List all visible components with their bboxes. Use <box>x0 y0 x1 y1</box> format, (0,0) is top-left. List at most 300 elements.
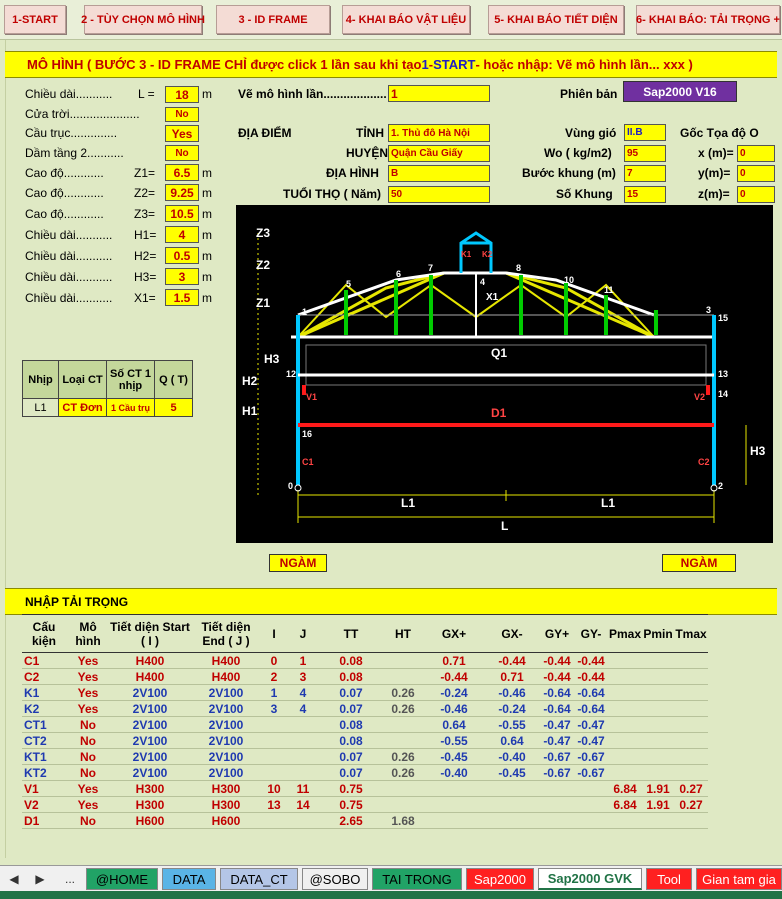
load-cell <box>262 733 286 749</box>
load-row <box>22 813 708 829</box>
crane-select[interactable]: Yes <box>165 125 199 142</box>
wind-pressure-label: Wo ( kg/m2) <box>544 146 612 160</box>
terrain-select[interactable]: B <box>388 165 490 182</box>
load-cell: 2V100 <box>110 717 190 733</box>
tab-more-icon[interactable]: ... <box>64 872 75 886</box>
length-L-input[interactable]: 18 <box>165 86 199 103</box>
load-cell: H400 <box>190 669 262 685</box>
origin-x-label: x (m)= <box>698 146 734 160</box>
load-row <box>22 781 708 797</box>
load-cell: H400 <box>110 669 190 685</box>
span-table <box>22 360 193 417</box>
model-banner <box>5 51 777 78</box>
param-unit: m <box>202 249 212 263</box>
load-row <box>22 653 708 669</box>
load-cell <box>674 685 708 701</box>
load-cell: 1 <box>262 685 286 701</box>
load-cell: 0.26 <box>382 701 424 717</box>
load-cell: 0.71 <box>484 669 540 685</box>
diagram-label: 12 <box>286 369 297 379</box>
param-symbol: L = <box>138 87 155 101</box>
diagram-label: L <box>501 519 509 533</box>
load-cell: 3 <box>262 701 286 717</box>
load-cell <box>642 749 674 765</box>
diagram-label: 8 <box>516 263 522 273</box>
load-cell: -0.67 <box>540 765 574 781</box>
load-cell: 3 <box>286 669 320 685</box>
diagram-label: 11 <box>604 285 614 295</box>
load-cell: 2V100 <box>110 765 190 781</box>
param-unit: m <box>202 291 212 305</box>
diagram-label: 16 <box>302 429 313 439</box>
load-row <box>22 701 708 717</box>
origin-label: Gốc Tọa độ O <box>680 126 759 140</box>
load-cell <box>642 701 674 717</box>
load-cell: -0.67 <box>540 749 574 765</box>
load-cell <box>286 733 320 749</box>
load-cell: 0.27 <box>674 797 708 813</box>
load-cell: 2V100 <box>190 749 262 765</box>
frame-step-input[interactable]: 7 <box>624 165 666 182</box>
load-cell <box>608 765 642 781</box>
load-cell <box>484 797 540 813</box>
col-gx-minus: GX- <box>484 615 540 653</box>
load-cell: -0.44 <box>540 669 574 685</box>
right-support-label: NGÀM <box>662 554 736 572</box>
load-cell: 6.84 <box>608 797 642 813</box>
load-cell[interactable]: Yes <box>66 685 110 701</box>
left-support-label: NGÀM <box>269 554 327 572</box>
diagram-label: 10 <box>564 275 575 285</box>
load-cell: -0.45 <box>424 749 484 765</box>
load-cell <box>674 669 708 685</box>
load-cell: H300 <box>190 797 262 813</box>
load-cell <box>382 781 424 797</box>
load-row <box>22 669 708 685</box>
load-cell: 0.08 <box>320 717 382 733</box>
col-ht: HT <box>382 615 424 653</box>
load-cell <box>674 765 708 781</box>
col-gy-plus: GY+ <box>540 615 574 653</box>
load-cell: 0.75 <box>320 781 382 797</box>
load-cell: -0.24 <box>424 685 484 701</box>
load-row <box>22 733 708 749</box>
load-cell: C1 <box>22 653 66 669</box>
load-cell: CT1 <box>22 717 66 733</box>
tab-home[interactable]: @HOME <box>86 868 158 890</box>
material-button[interactable]: 4- KHAI BÁO VẬT LIỆU <box>342 5 470 34</box>
load-cell: 0.64 <box>424 717 484 733</box>
span-cell-count[interactable]: 1 Cầu trụ <box>107 399 155 417</box>
length-H1-input[interactable]: 4 <box>165 226 199 243</box>
load-cell <box>608 813 642 829</box>
load-cell <box>424 813 484 829</box>
col-pmin: Pmin <box>642 615 674 653</box>
span-header-nhip: Nhịp <box>23 361 59 399</box>
param-label: Chiều dài........... <box>25 87 113 101</box>
col-gy-minus: GY- <box>574 615 608 653</box>
load-cell: 4 <box>286 701 320 717</box>
load-cell <box>642 685 674 701</box>
load-cell <box>674 701 708 717</box>
load-cell <box>540 781 574 797</box>
load-cell <box>382 733 424 749</box>
load-cell: -0.46 <box>484 685 540 701</box>
load-cell: 0.64 <box>484 733 540 749</box>
load-cell <box>642 813 674 829</box>
elevation-Z2-input[interactable]: 9.25 <box>165 184 199 201</box>
tab-scroll-left-icon[interactable]: ◀ <box>9 872 19 886</box>
province-label: TỈNH <box>356 126 384 140</box>
load-cell[interactable]: Yes <box>66 669 110 685</box>
elevation-Z3-input[interactable]: 10.5 <box>165 205 199 222</box>
load-cell <box>382 717 424 733</box>
param-unit: m <box>202 87 212 101</box>
load-cell: 0.26 <box>382 765 424 781</box>
diagram-label: 1 <box>302 307 308 317</box>
origin-x-input[interactable]: 0 <box>737 145 775 162</box>
load-cell: 0.07 <box>320 765 382 781</box>
tab-sap2000-gvk[interactable]: Sap2000 GVK <box>538 868 642 890</box>
diagram-label: L1 <box>601 496 616 510</box>
param-symbol: X1= <box>134 291 156 305</box>
load-cell <box>540 813 574 829</box>
tab-sobo[interactable]: @SOBO <box>302 868 368 890</box>
load-cell: -0.44 <box>574 653 608 669</box>
wind-pressure-value: 95 <box>624 145 666 162</box>
param-symbol: H2= <box>134 249 157 263</box>
load-cell <box>642 733 674 749</box>
diagram-label: 14 <box>718 389 729 399</box>
load-cell: 4 <box>286 685 320 701</box>
loads-table <box>22 614 708 829</box>
skylight-select[interactable]: No <box>165 107 199 122</box>
district-select[interactable]: Quận Cầu Giấy <box>388 145 490 162</box>
load-cell <box>382 653 424 669</box>
origin-z-input[interactable]: 0 <box>737 186 775 203</box>
load-row <box>22 749 708 765</box>
load-cell <box>642 717 674 733</box>
diagram-label: 15 <box>718 313 729 323</box>
load-cell[interactable]: No <box>66 749 110 765</box>
draw-count-label: Vẽ mô hình lần................... <box>238 87 387 101</box>
col-section-end: Tiết diện End ( J ) <box>190 615 262 653</box>
load-cell: K1 <box>22 685 66 701</box>
tab-sap2000[interactable]: Sap2000 <box>466 868 534 890</box>
load-cell: -0.47 <box>574 717 608 733</box>
load-cell <box>262 717 286 733</box>
district-label: HUYỆN <box>346 146 389 160</box>
diagram-label: 2 <box>718 481 724 491</box>
load-cell <box>484 813 540 829</box>
load-cell <box>382 669 424 685</box>
load-cell: 0.26 <box>382 685 424 701</box>
diagram-label: K2 <box>482 250 493 259</box>
load-cell: 1.68 <box>382 813 424 829</box>
load-cell[interactable]: No <box>66 765 110 781</box>
load-cell <box>674 653 708 669</box>
diagram-label: H2 <box>242 374 258 388</box>
load-cell: -0.44 <box>574 669 608 685</box>
span-cell-type[interactable]: CT Đơn <box>59 399 107 417</box>
diagram-label: Z1 <box>256 296 271 310</box>
diagram-label: L1 <box>401 496 416 510</box>
load-cell <box>262 813 286 829</box>
tab-data[interactable]: DATA <box>162 868 216 890</box>
frame-count-input[interactable]: 15 <box>624 186 666 203</box>
span-cell-q[interactable]: 5 <box>155 399 193 417</box>
origin-y-label: y(m)= <box>698 166 731 180</box>
col-tt: TT <box>320 615 382 653</box>
load-cell: 1 <box>286 653 320 669</box>
diagram-label: X1 <box>486 292 499 303</box>
load-cell: -0.64 <box>574 685 608 701</box>
param-symbol: H1= <box>134 228 157 242</box>
load-cell: 0.08 <box>320 669 382 685</box>
load-cell: 2V100 <box>110 749 190 765</box>
diagram-label: D1 <box>491 406 507 420</box>
load-cell <box>642 669 674 685</box>
param-label: Chiều dài........... <box>25 228 113 242</box>
load-cell: H600 <box>190 813 262 829</box>
load-cell: -0.55 <box>484 717 540 733</box>
load-cell: 2V100 <box>190 701 262 717</box>
service-life-input[interactable]: 50 <box>388 186 490 203</box>
load-cell[interactable]: No <box>66 813 110 829</box>
col-section-start: Tiết diện Start ( I ) <box>110 615 190 653</box>
load-cell <box>608 701 642 717</box>
wind-zone-value: II.B <box>624 124 666 141</box>
col-tmax: Tmax <box>674 615 708 653</box>
service-life-label: TUỔI THỌ ( Năm) <box>283 187 381 201</box>
banner-text-end: - hoặc nhập: Vẽ mô hình lần... xxx ) <box>475 57 693 72</box>
load-cell: -0.64 <box>540 685 574 701</box>
tab-data-ct[interactable]: DATA_CT <box>220 868 298 890</box>
load-cell: 2V100 <box>110 733 190 749</box>
load-cell: 14 <box>286 797 320 813</box>
load-cell <box>484 781 540 797</box>
load-cell[interactable]: No <box>66 717 110 733</box>
load-cell: 0.27 <box>674 781 708 797</box>
span-cell-nhip: L1 <box>23 399 59 417</box>
load-cell: 2.65 <box>320 813 382 829</box>
load-cell[interactable]: No <box>66 733 110 749</box>
diagram-label: Z3 <box>256 226 271 240</box>
load-cell: CT2 <box>22 733 66 749</box>
param-symbol: Z3= <box>134 207 156 221</box>
load-cell: V1 <box>22 781 66 797</box>
diagram-label: 4 <box>480 277 486 287</box>
tab-tool[interactable]: Tool <box>646 868 692 890</box>
banner-text-num: 1 <box>421 57 429 72</box>
load-cell: V2 <box>22 797 66 813</box>
param-unit: m <box>202 186 212 200</box>
col-i: I <box>262 615 286 653</box>
status-bar <box>0 891 782 899</box>
diagram-label: V1 <box>306 392 318 402</box>
origin-y-input[interactable]: 0 <box>737 165 775 182</box>
col-j: J <box>286 615 320 653</box>
diagram-label: 13 <box>718 369 729 379</box>
ribbon-toolbar <box>0 0 782 40</box>
loads-title: NHẬP TẢI TRỌNG <box>25 594 129 609</box>
diagram-label: 0 <box>288 481 294 491</box>
load-cell: 2V100 <box>190 765 262 781</box>
load-cell <box>574 813 608 829</box>
load-row <box>22 685 708 701</box>
param-label: Cửa trời..................... <box>25 107 140 121</box>
banner-text-sep: - <box>428 57 434 72</box>
load-cell <box>608 749 642 765</box>
load-cell[interactable]: Yes <box>66 781 110 797</box>
length-H2-input[interactable]: 0.5 <box>165 247 199 264</box>
load-cell: -0.40 <box>424 765 484 781</box>
load-cell <box>608 653 642 669</box>
span-header-count: Số CT 1 nhịp <box>107 361 155 399</box>
param-symbol: Z2= <box>134 186 156 200</box>
province-select[interactable]: 1. Thủ đô Hà Nội <box>388 124 490 142</box>
terrain-label: ĐỊA HÌNH <box>326 166 379 180</box>
load-cell <box>382 797 424 813</box>
load-cell <box>540 797 574 813</box>
diagram-label: C2 <box>698 457 710 467</box>
diagram-label: V2 <box>694 392 706 402</box>
diagram-label: 5 <box>346 279 352 289</box>
frame-step-label: Bước khung (m) <box>522 166 616 180</box>
param-label: Cao độ............ <box>25 166 104 180</box>
diagram-label: 3 <box>706 305 712 315</box>
length-H3-input[interactable]: 3 <box>165 268 199 285</box>
frame-diagram-svg <box>236 205 773 543</box>
diagram-label: H1 <box>242 404 258 418</box>
banner-text-start: START <box>433 57 476 72</box>
tab-gian-tam-giac[interactable]: Gian tam gia <box>696 868 782 890</box>
load-button[interactable]: 6- KHAI BÁO: TẢI TRỌNG + <box>636 5 780 34</box>
model-options-button[interactable]: 2 - TÙY CHỌN MÔ HÌNH <box>84 5 202 34</box>
param-label: Cầu trục.............. <box>25 126 118 140</box>
load-row <box>22 717 708 733</box>
frame-count-label: Số Khung <box>556 187 613 201</box>
load-cell: 6.84 <box>608 781 642 797</box>
load-cell <box>262 749 286 765</box>
elevation-Z1-input[interactable]: 6.5 <box>165 164 199 181</box>
load-cell <box>642 653 674 669</box>
load-cell: C2 <box>22 669 66 685</box>
load-cell: -0.44 <box>484 653 540 669</box>
section-button[interactable]: 5- KHAI BÁO TIẾT DIỆN <box>488 5 624 34</box>
location-label: ĐỊA ĐIỂM <box>238 126 292 140</box>
load-cell: -0.67 <box>574 765 608 781</box>
load-cell: -0.47 <box>540 717 574 733</box>
param-unit: m <box>202 166 212 180</box>
load-cell: -0.40 <box>484 749 540 765</box>
load-cell: H600 <box>110 813 190 829</box>
load-cell: 0.07 <box>320 749 382 765</box>
span-header-type: Loại CT <box>59 361 107 399</box>
load-cell: 2V100 <box>110 685 190 701</box>
draw-count-input[interactable]: 1 <box>388 85 490 102</box>
load-cell: 2 <box>262 669 286 685</box>
load-cell: 2V100 <box>190 717 262 733</box>
load-cell <box>608 733 642 749</box>
frame-diagram <box>236 205 773 543</box>
diagram-label: H3 <box>750 444 766 458</box>
col-gx-plus: GX+ <box>424 615 484 653</box>
param-label: Chiều dài........... <box>25 291 113 305</box>
param-label: Cao độ............ <box>25 186 104 200</box>
load-cell: 0 <box>262 653 286 669</box>
load-cell: 0.07 <box>320 685 382 701</box>
load-cell: -0.46 <box>424 701 484 717</box>
id-frame-button[interactable]: 3 - ID FRAME <box>216 5 330 34</box>
origin-z-label: z(m)= <box>698 187 730 201</box>
load-cell <box>674 717 708 733</box>
loads-banner <box>5 588 777 615</box>
load-cell <box>574 781 608 797</box>
offset-X1-input[interactable]: 1.5 <box>165 289 199 306</box>
loads-header-row <box>22 615 708 653</box>
load-cell[interactable]: Yes <box>66 653 110 669</box>
diagram-label: Q1 <box>491 346 508 360</box>
param-label: Dầm tầng 2........... <box>25 146 124 160</box>
load-cell: H300 <box>110 797 190 813</box>
load-cell <box>674 733 708 749</box>
load-cell: -0.44 <box>540 653 574 669</box>
version-select[interactable]: Sap2000 V16 <box>623 81 737 102</box>
load-cell: 2V100 <box>190 733 262 749</box>
load-cell: K2 <box>22 701 66 717</box>
load-cell: -0.24 <box>484 701 540 717</box>
load-cell: H300 <box>190 781 262 797</box>
tab-scroll-right-icon[interactable]: ▶ <box>35 872 45 886</box>
param-label: Chiều dài........... <box>25 270 113 284</box>
load-cell: 13 <box>262 797 286 813</box>
second-floor-beam-select[interactable]: No <box>165 145 199 161</box>
tab-tai-trong[interactable]: TAI TRONG <box>372 868 462 890</box>
load-row <box>22 765 708 781</box>
load-cell[interactable]: Yes <box>66 797 110 813</box>
load-cell <box>286 765 320 781</box>
load-cell <box>286 717 320 733</box>
load-cell <box>674 813 708 829</box>
load-cell: H300 <box>110 781 190 797</box>
load-cell <box>286 749 320 765</box>
load-cell <box>642 765 674 781</box>
load-cell: 1.91 <box>642 797 674 813</box>
load-cell <box>286 813 320 829</box>
diagram-label: H3 <box>264 352 280 366</box>
param-label: Chiều dài........... <box>25 249 113 263</box>
load-cell: 0.07 <box>320 701 382 717</box>
load-cell: -0.45 <box>484 765 540 781</box>
load-cell <box>424 797 484 813</box>
load-cell: -0.55 <box>424 733 484 749</box>
load-cell: 10 <box>262 781 286 797</box>
param-unit: m <box>202 207 212 221</box>
load-cell: D1 <box>22 813 66 829</box>
col-model: Mô hình <box>66 615 110 653</box>
load-cell[interactable]: Yes <box>66 701 110 717</box>
load-cell: 2V100 <box>110 701 190 717</box>
start-button[interactable]: 1-START <box>4 5 66 34</box>
col-member: Cấu kiện <box>22 615 66 653</box>
span-header-q: Q ( T) <box>155 361 193 399</box>
load-cell <box>608 717 642 733</box>
load-cell: -0.44 <box>424 669 484 685</box>
load-cell: 2V100 <box>190 685 262 701</box>
col-pmax: Pmax <box>608 615 642 653</box>
load-cell: 1.91 <box>642 781 674 797</box>
